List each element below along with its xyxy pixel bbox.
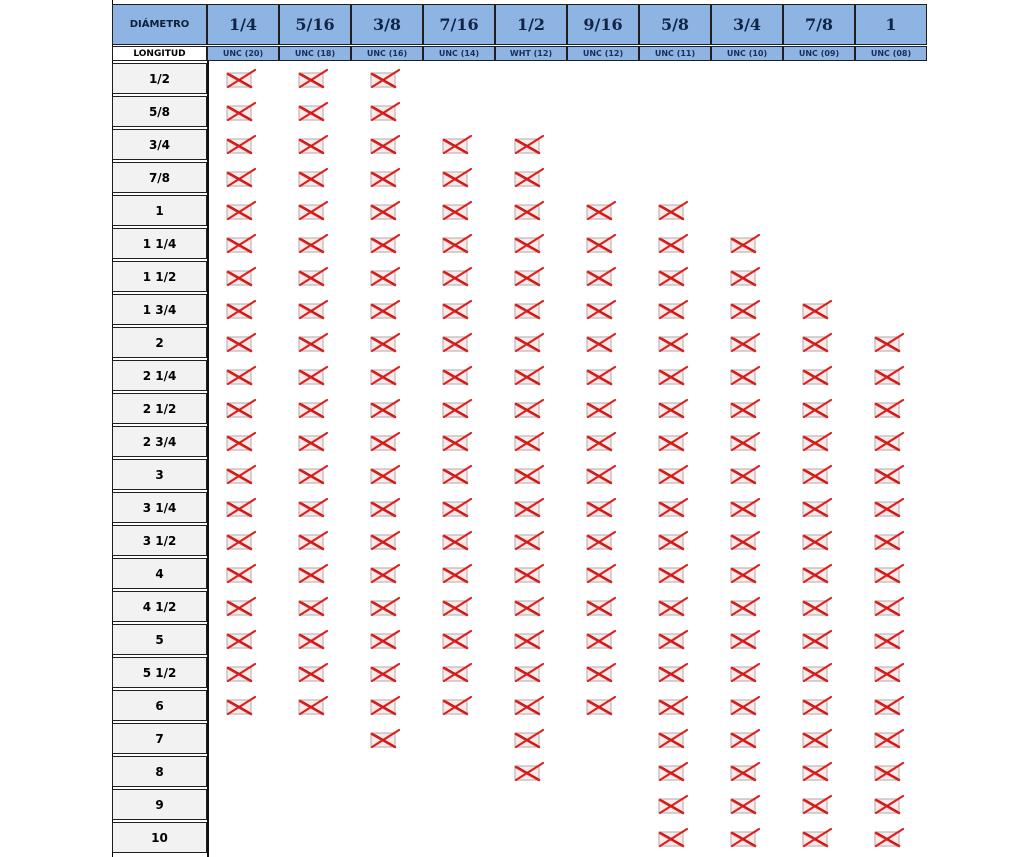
length-row-label: 5 <box>112 624 207 655</box>
envelope-cross-icon <box>368 364 402 386</box>
envelope-cross-icon <box>296 628 330 650</box>
length-row-label: 6 <box>112 690 207 721</box>
envelope-cross-icon <box>224 166 258 188</box>
bolt-availability-table <box>112 4 927 857</box>
envelope-cross-icon <box>800 661 834 683</box>
envelope-cross-icon <box>512 430 546 452</box>
envelope-cross-icon <box>656 628 690 650</box>
envelope-cross-icon <box>512 496 546 518</box>
envelope-cross-icon <box>728 661 762 683</box>
envelope-cross-icon <box>800 826 834 848</box>
envelope-cross-icon <box>584 430 618 452</box>
envelope-cross-icon <box>800 364 834 386</box>
envelope-cross-icon <box>728 364 762 386</box>
thread-spec-header: UNC (14) <box>423 46 495 61</box>
envelope-cross-icon <box>368 529 402 551</box>
envelope-cross-icon <box>224 562 258 584</box>
envelope-cross-icon <box>368 166 402 188</box>
envelope-cross-icon <box>728 793 762 815</box>
envelope-cross-icon <box>440 529 474 551</box>
envelope-cross-icon <box>224 661 258 683</box>
envelope-cross-icon <box>872 463 906 485</box>
envelope-cross-icon <box>440 463 474 485</box>
envelope-cross-icon <box>728 826 762 848</box>
envelope-cross-icon <box>872 562 906 584</box>
envelope-cross-icon <box>440 166 474 188</box>
envelope-cross-icon <box>584 694 618 716</box>
length-row-label: 1 3/4 <box>112 294 207 325</box>
length-row-label: 1/2 <box>112 63 207 94</box>
length-row-label: 4 1/2 <box>112 591 207 622</box>
envelope-cross-icon <box>512 727 546 749</box>
envelope-cross-icon <box>224 298 258 320</box>
envelope-cross-icon <box>224 595 258 617</box>
envelope-cross-icon <box>296 562 330 584</box>
envelope-cross-icon <box>512 529 546 551</box>
envelope-cross-icon <box>512 463 546 485</box>
envelope-cross-icon <box>800 331 834 353</box>
envelope-cross-icon <box>512 265 546 287</box>
envelope-cross-icon <box>296 496 330 518</box>
envelope-cross-icon <box>512 661 546 683</box>
length-row-label: 2 1/4 <box>112 360 207 391</box>
envelope-cross-icon <box>296 529 330 551</box>
diameter-column-header: 7/16 <box>423 4 495 45</box>
envelope-cross-icon <box>368 199 402 221</box>
envelope-cross-icon <box>296 430 330 452</box>
envelope-cross-icon <box>656 364 690 386</box>
envelope-cross-icon <box>656 199 690 221</box>
envelope-cross-icon <box>296 397 330 419</box>
envelope-cross-icon <box>224 496 258 518</box>
envelope-cross-icon <box>296 232 330 254</box>
envelope-cross-icon <box>728 397 762 419</box>
thread-spec-header: UNC (12) <box>567 46 639 61</box>
envelope-cross-icon <box>800 793 834 815</box>
envelope-cross-icon <box>584 397 618 419</box>
thread-spec-header: UNC (18) <box>279 46 351 61</box>
envelope-cross-icon <box>512 232 546 254</box>
length-row-label: 5 1/2 <box>112 657 207 688</box>
envelope-cross-icon <box>296 694 330 716</box>
diameter-header-label: DIÁMETRO <box>129 19 190 30</box>
envelope-cross-icon <box>368 430 402 452</box>
length-row-label: 7/8 <box>112 162 207 193</box>
envelope-cross-icon <box>800 463 834 485</box>
envelope-cross-icon <box>440 364 474 386</box>
envelope-cross-icon <box>512 166 546 188</box>
envelope-cross-icon <box>800 760 834 782</box>
envelope-cross-icon <box>296 298 330 320</box>
envelope-cross-icon <box>656 826 690 848</box>
envelope-cross-icon <box>656 793 690 815</box>
envelope-cross-icon <box>368 67 402 89</box>
envelope-cross-icon <box>440 265 474 287</box>
diameter-column-header: 9/16 <box>567 4 639 45</box>
envelope-cross-icon <box>656 430 690 452</box>
envelope-cross-icon <box>800 628 834 650</box>
envelope-cross-icon <box>872 430 906 452</box>
envelope-cross-icon <box>656 265 690 287</box>
thread-spec-header: UNC (16) <box>351 46 423 61</box>
envelope-cross-icon <box>584 364 618 386</box>
envelope-cross-icon <box>440 199 474 221</box>
envelope-cross-icon <box>872 727 906 749</box>
envelope-cross-icon <box>512 133 546 155</box>
envelope-cross-icon <box>440 496 474 518</box>
envelope-cross-icon <box>224 364 258 386</box>
envelope-cross-icon <box>296 100 330 122</box>
envelope-cross-icon <box>872 760 906 782</box>
envelope-cross-icon <box>728 595 762 617</box>
envelope-cross-icon <box>512 298 546 320</box>
length-row-label: 10 <box>112 822 207 853</box>
length-row-label: 3 <box>112 459 207 490</box>
envelope-cross-icon <box>584 265 618 287</box>
envelope-cross-icon <box>512 331 546 353</box>
envelope-cross-icon <box>656 397 690 419</box>
envelope-cross-icon <box>800 397 834 419</box>
envelope-cross-icon <box>584 661 618 683</box>
thread-spec-header: UNC (10) <box>711 46 783 61</box>
envelope-cross-icon <box>728 298 762 320</box>
length-row-label: 2 <box>112 327 207 358</box>
length-header-label: LONGITUD <box>133 48 186 59</box>
envelope-cross-icon <box>224 397 258 419</box>
diameter-column-header: 1/4 <box>207 4 279 45</box>
envelope-cross-icon <box>368 463 402 485</box>
envelope-cross-icon <box>368 595 402 617</box>
envelope-cross-icon <box>224 694 258 716</box>
thread-spec-header: WHT (12) <box>495 46 567 61</box>
diameter-column-header: 1/2 <box>495 4 567 45</box>
envelope-cross-icon <box>872 826 906 848</box>
envelope-cross-icon <box>296 133 330 155</box>
envelope-cross-icon <box>368 562 402 584</box>
envelope-cross-icon <box>440 298 474 320</box>
envelope-cross-icon <box>728 562 762 584</box>
envelope-cross-icon <box>584 562 618 584</box>
envelope-cross-icon <box>584 331 618 353</box>
length-row-label: 3 1/4 <box>112 492 207 523</box>
envelope-cross-icon <box>584 595 618 617</box>
envelope-cross-icon <box>800 496 834 518</box>
envelope-cross-icon <box>296 661 330 683</box>
length-header <box>112 46 207 61</box>
envelope-cross-icon <box>368 331 402 353</box>
envelope-cross-icon <box>368 232 402 254</box>
envelope-cross-icon <box>728 496 762 518</box>
envelope-cross-icon <box>440 628 474 650</box>
envelope-cross-icon <box>584 628 618 650</box>
envelope-cross-icon <box>872 496 906 518</box>
envelope-cross-icon <box>584 529 618 551</box>
envelope-cross-icon <box>800 430 834 452</box>
envelope-cross-icon <box>368 298 402 320</box>
envelope-cross-icon <box>872 529 906 551</box>
diameter-header <box>112 4 207 45</box>
length-row-label: 7 <box>112 723 207 754</box>
diameter-column-header: 5/8 <box>639 4 711 45</box>
envelope-cross-icon <box>224 331 258 353</box>
label-column-divider <box>207 61 209 857</box>
envelope-cross-icon <box>368 661 402 683</box>
envelope-cross-icon <box>872 661 906 683</box>
envelope-cross-icon <box>296 331 330 353</box>
thread-spec-header: UNC (20) <box>207 46 279 61</box>
length-row-label: 9 <box>112 789 207 820</box>
thread-spec-header: UNC (11) <box>639 46 711 61</box>
envelope-cross-icon <box>368 265 402 287</box>
envelope-cross-icon <box>296 199 330 221</box>
envelope-cross-icon <box>584 199 618 221</box>
envelope-cross-icon <box>800 298 834 320</box>
envelope-cross-icon <box>440 562 474 584</box>
envelope-cross-icon <box>656 562 690 584</box>
length-row-label: 3/4 <box>112 129 207 160</box>
envelope-cross-icon <box>224 529 258 551</box>
envelope-cross-icon <box>296 166 330 188</box>
envelope-cross-icon <box>584 232 618 254</box>
envelope-cross-icon <box>584 463 618 485</box>
envelope-cross-icon <box>224 67 258 89</box>
envelope-cross-icon <box>368 397 402 419</box>
envelope-cross-icon <box>224 463 258 485</box>
envelope-cross-icon <box>728 529 762 551</box>
envelope-cross-icon <box>296 67 330 89</box>
envelope-cross-icon <box>296 595 330 617</box>
envelope-cross-icon <box>440 331 474 353</box>
envelope-cross-icon <box>728 265 762 287</box>
envelope-cross-icon <box>872 397 906 419</box>
envelope-cross-icon <box>224 199 258 221</box>
envelope-cross-icon <box>728 727 762 749</box>
envelope-cross-icon <box>728 430 762 452</box>
envelope-cross-icon <box>224 430 258 452</box>
envelope-cross-icon <box>224 628 258 650</box>
envelope-cross-icon <box>584 496 618 518</box>
envelope-cross-icon <box>728 463 762 485</box>
envelope-cross-icon <box>224 100 258 122</box>
envelope-cross-icon <box>656 232 690 254</box>
length-row-label: 1 1/2 <box>112 261 207 292</box>
thread-spec-header: UNC (09) <box>783 46 855 61</box>
envelope-cross-icon <box>656 463 690 485</box>
envelope-cross-icon <box>584 298 618 320</box>
envelope-cross-icon <box>440 133 474 155</box>
envelope-cross-icon <box>512 562 546 584</box>
envelope-cross-icon <box>800 694 834 716</box>
envelope-cross-icon <box>656 694 690 716</box>
envelope-cross-icon <box>656 529 690 551</box>
envelope-cross-icon <box>728 331 762 353</box>
envelope-cross-icon <box>656 661 690 683</box>
envelope-cross-icon <box>728 694 762 716</box>
envelope-cross-icon <box>872 793 906 815</box>
envelope-cross-icon <box>440 694 474 716</box>
envelope-cross-icon <box>512 595 546 617</box>
envelope-cross-icon <box>800 529 834 551</box>
envelope-cross-icon <box>368 628 402 650</box>
length-row-label: 8 <box>112 756 207 787</box>
envelope-cross-icon <box>800 562 834 584</box>
envelope-cross-icon <box>800 595 834 617</box>
length-row-label: 2 1/2 <box>112 393 207 424</box>
length-row-label: 5/8 <box>112 96 207 127</box>
diameter-column-header: 3/4 <box>711 4 783 45</box>
envelope-cross-icon <box>872 331 906 353</box>
envelope-cross-icon <box>296 463 330 485</box>
length-row-label: 3 1/2 <box>112 525 207 556</box>
length-row-label: 1 <box>112 195 207 226</box>
thread-spec-header: UNC (08) <box>855 46 927 61</box>
envelope-cross-icon <box>296 364 330 386</box>
envelope-cross-icon <box>368 496 402 518</box>
envelope-cross-icon <box>440 430 474 452</box>
envelope-cross-icon <box>512 628 546 650</box>
envelope-cross-icon <box>800 727 834 749</box>
diameter-column-header: 1 <box>855 4 927 45</box>
envelope-cross-icon <box>368 727 402 749</box>
envelope-cross-icon <box>656 331 690 353</box>
envelope-cross-icon <box>656 298 690 320</box>
envelope-cross-icon <box>512 760 546 782</box>
envelope-cross-icon <box>656 595 690 617</box>
envelope-cross-icon <box>440 595 474 617</box>
envelope-cross-icon <box>368 694 402 716</box>
envelope-cross-icon <box>224 265 258 287</box>
envelope-cross-icon <box>368 133 402 155</box>
envelope-cross-icon <box>512 199 546 221</box>
envelope-cross-icon <box>656 727 690 749</box>
envelope-cross-icon <box>872 694 906 716</box>
envelope-cross-icon <box>512 364 546 386</box>
envelope-cross-icon <box>872 595 906 617</box>
envelope-cross-icon <box>224 133 258 155</box>
envelope-cross-icon <box>224 232 258 254</box>
envelope-cross-icon <box>872 628 906 650</box>
envelope-cross-icon <box>440 661 474 683</box>
length-row-label: 1 1/4 <box>112 228 207 259</box>
diameter-column-header: 3/8 <box>351 4 423 45</box>
length-row-label: 4 <box>112 558 207 589</box>
envelope-cross-icon <box>512 397 546 419</box>
envelope-cross-icon <box>440 397 474 419</box>
envelope-cross-icon <box>872 364 906 386</box>
envelope-cross-icon <box>296 265 330 287</box>
length-row-label: 2 3/4 <box>112 426 207 457</box>
diameter-column-header: 7/8 <box>783 4 855 45</box>
envelope-cross-icon <box>512 694 546 716</box>
envelope-cross-icon <box>728 760 762 782</box>
envelope-cross-icon <box>728 628 762 650</box>
envelope-cross-icon <box>656 496 690 518</box>
envelope-cross-icon <box>440 232 474 254</box>
envelope-cross-icon <box>656 760 690 782</box>
diameter-column-header: 5/16 <box>279 4 351 45</box>
envelope-cross-icon <box>728 232 762 254</box>
envelope-cross-icon <box>368 100 402 122</box>
